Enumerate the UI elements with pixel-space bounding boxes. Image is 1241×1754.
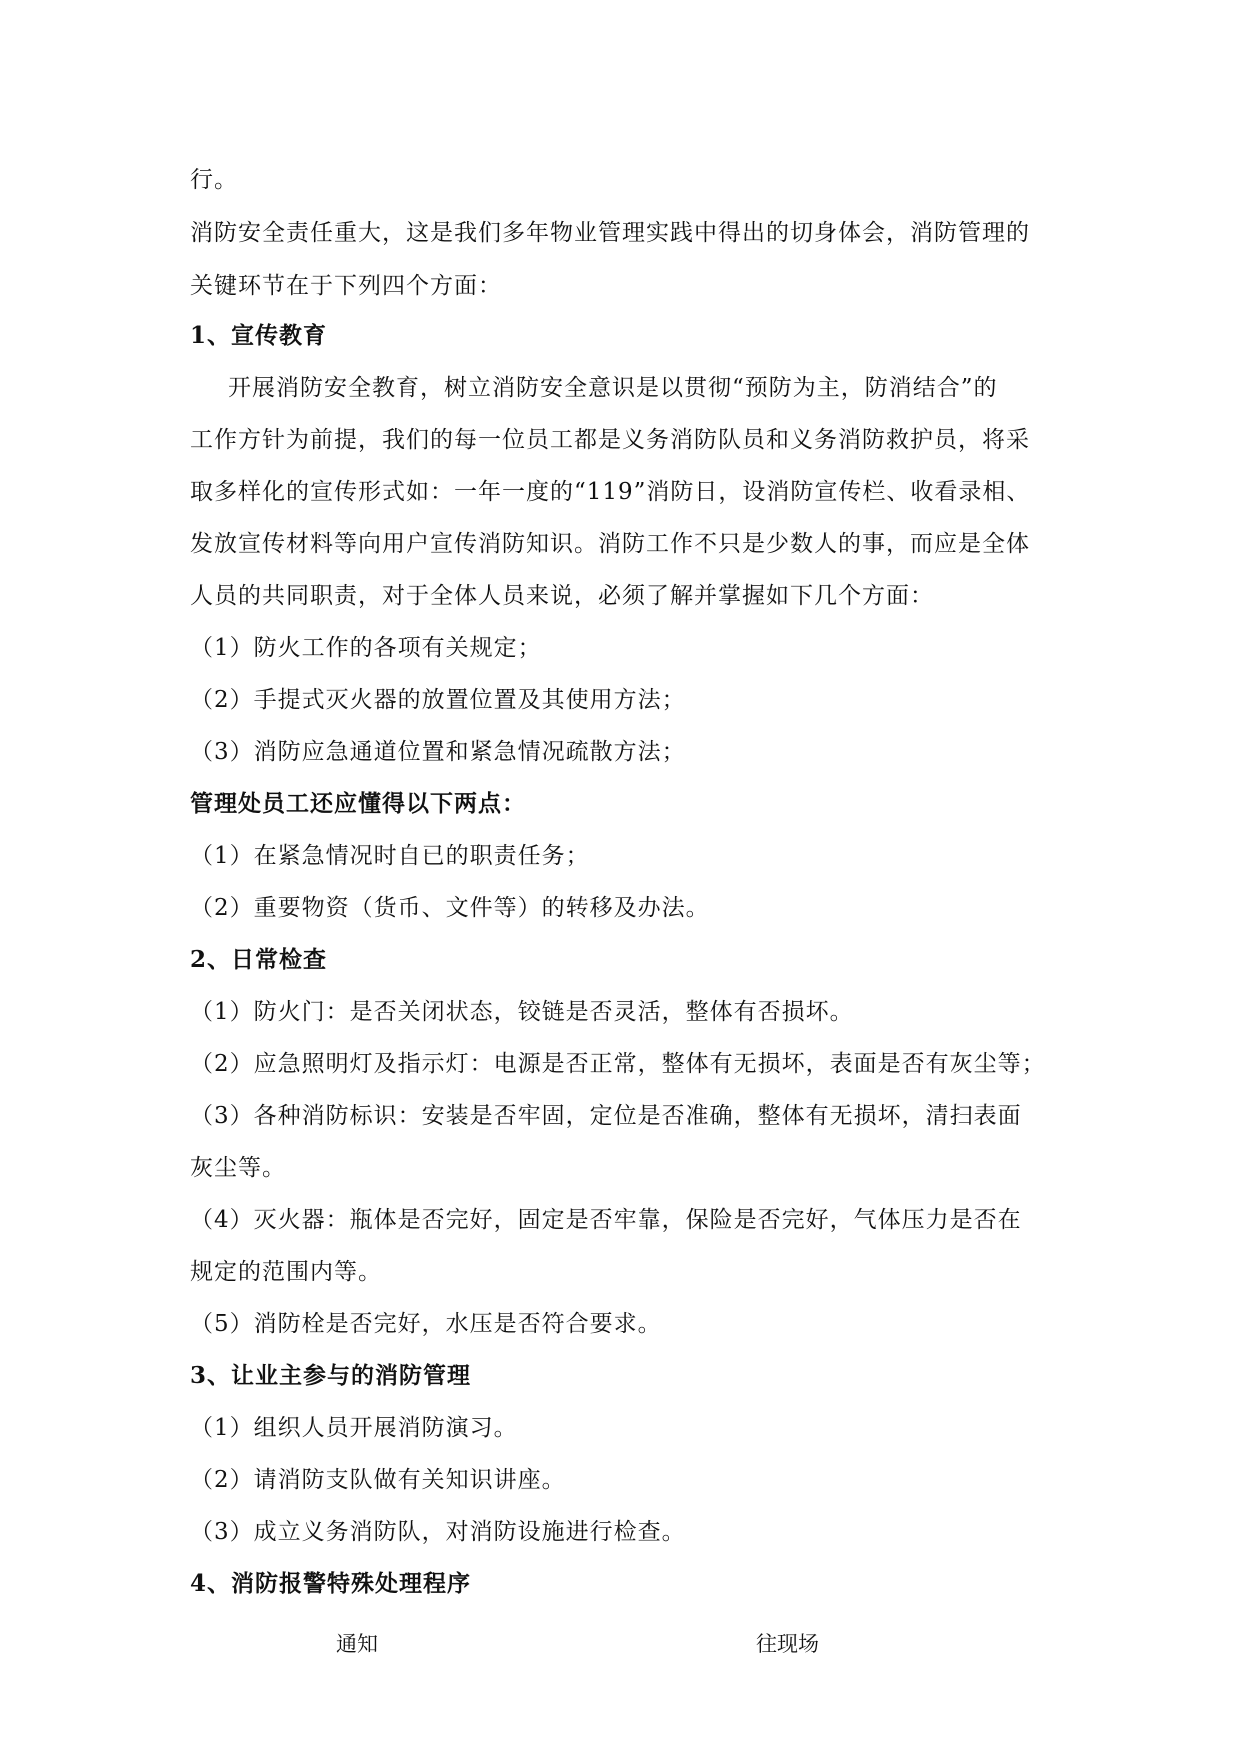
section-heading-owner-participation: 3、让业主参与的消防管理 — [190, 1362, 472, 1389]
list-item: （2）重要物资（货币、文件等）的转移及办法。 — [190, 895, 710, 921]
intro-line: 消防安全责任重大，这是我们多年物业管理实践中得出的切身体会，消防管理的 — [190, 220, 1030, 246]
paragraph-line: 取多样化的宣传形式如：一年一度的“119”消防日，设消防宣传栏、收看录相、 — [190, 479, 1031, 505]
list-item: （4）灭火器：瓶体是否完好，固定是否牢靠，保险是否完好，气体压力是否在 — [190, 1207, 1022, 1233]
list-item-continuation: 规定的范围内等。 — [190, 1259, 382, 1285]
list-item: （3）消防应急通道位置和紧急情况疏散方法； — [190, 739, 686, 765]
list-item: （2）应急照明灯及指示灯：电源是否正常，整体有无损坏，表面是否有灰尘等； — [190, 1051, 1046, 1077]
section-heading-daily-inspection: 2、日常检查 — [190, 946, 328, 973]
paragraph-line: 人员的共同职责，对于全体人员来说，必须了解并掌握如下几个方面： — [190, 583, 934, 609]
list-item: （1）防火工作的各项有关规定； — [190, 635, 542, 661]
paragraph-line: 发放宣传材料等向用户宣传消防知识。消防工作不只是少数人的事，而应是全体 — [190, 531, 1030, 557]
flow-label-notify: 通知 — [336, 1632, 378, 1656]
list-item: （2）请消防支队做有关知识讲座。 — [190, 1467, 566, 1493]
paragraph-line: 工作方针为前提，我们的每一位员工都是义务消防队员和义务消防救护员，将采 — [190, 427, 1030, 453]
subheading-staff: 管理处员工还应懂得以下两点： — [190, 790, 526, 817]
section-heading-alarm-procedure: 4、消防报警特殊处理程序 — [190, 1570, 472, 1597]
section-heading-publicity: 1、宣传教育 — [190, 322, 328, 349]
flow-label-go-to-scene: 往现场 — [756, 1632, 819, 1656]
list-item: （2）手提式灭火器的放置位置及其使用方法； — [190, 687, 686, 713]
list-item: （5）消防栓是否完好，水压是否符合要求。 — [190, 1311, 662, 1337]
intro-line: 关键环节在于下列四个方面： — [190, 273, 502, 299]
continuation-text: 行。 — [190, 167, 238, 193]
list-item: （3）各种消防标识：安装是否牢固，定位是否准确，整体有无损坏，清扫表面 — [190, 1103, 1022, 1129]
paragraph-line: 开展消防安全教育，树立消防安全意识是以贯彻“预防为主，防消结合”的 — [228, 375, 998, 401]
list-item: （3）成立义务消防队，对消防设施进行检查。 — [190, 1519, 686, 1545]
list-item: （1）在紧急情况时自已的职责任务； — [190, 843, 590, 869]
list-item-continuation: 灰尘等。 — [190, 1155, 286, 1181]
list-item: （1）组织人员开展消防演习。 — [190, 1415, 518, 1441]
list-item: （1）防火门：是否关闭状态，铰链是否灵活，整体有否损坏。 — [190, 999, 854, 1025]
